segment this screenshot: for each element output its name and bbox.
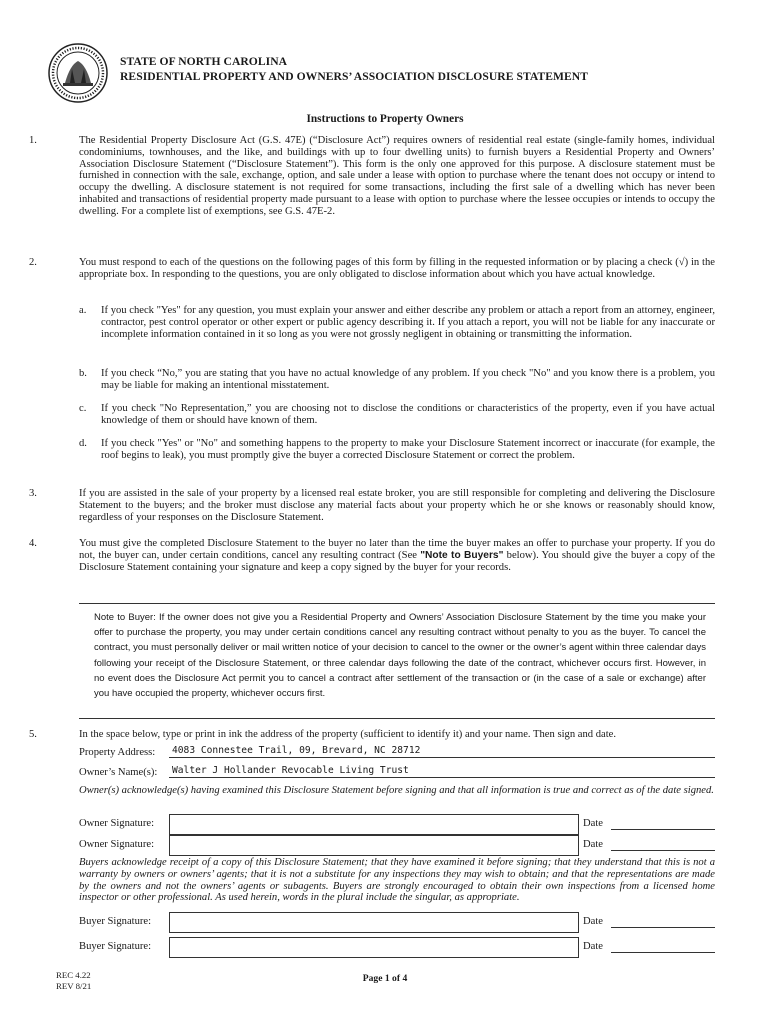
- instruction-item-4: [29, 538, 715, 573]
- document-header: [120, 54, 588, 84]
- instruction-subitem-a: [79, 305, 715, 340]
- buyer-signature-label: Buyer Signature:: [79, 941, 152, 952]
- buyer-acknowledgement: Buyers acknowledge receipt of a copy of this Disclosure Statement; that they have examined it before signing; that they understand that this is not a warranty by owners or owners’ agents; that it is not a substitute for any inspections they may wish to obtain; and that the representations are made by the owners and not the owners’ agents or subagents. Buyers are strongly encouraged to obtain their own inspections from a licensed home inspector or other professional. As used herein, words in the plural include the singular, as appropriate.: [79, 857, 715, 904]
- buyer-signature-label: Buyer Signature:: [79, 916, 152, 927]
- buyer-signature-field[interactable]: [169, 912, 579, 933]
- subitem-text: If you check "No Representation,” you are choosing not to disclose the conditions or characteristics of the property, even if you have actual knowledge of them or should have known of them.: [101, 403, 715, 426]
- item-text-part: below). You should give the buyer a copy of the Disclosure Statement containing your signature and keep a copy signed by the buyer for your records.: [79, 549, 715, 573]
- item-text: If you are assisted in the sale of your property by a licensed real estate broker, you are still responsible for completing and delivering the Disclosure Statement to the buyers; and the broker must disclose any material facts about your property which he or she knows or reasonably should know, regardless of your responses on the Disclosure Statement.: [79, 488, 715, 523]
- instruction-subitem-c: [79, 403, 715, 427]
- owner-acknowledgement: Owner(s) acknowledge(s) having examined this Disclosure Statement before signing and that all information is true and correct as of the date signed.: [79, 785, 714, 796]
- item-number: 5.: [29, 729, 37, 740]
- instruction-item-1: [29, 135, 715, 218]
- date-label: Date: [583, 916, 603, 927]
- form-code: REC 4.22: [56, 970, 91, 980]
- buyer-signature-field[interactable]: [169, 937, 579, 958]
- owner-date-field[interactable]: [611, 816, 715, 830]
- owner-date-field[interactable]: [611, 837, 715, 851]
- buyer-date-field[interactable]: [611, 939, 715, 953]
- instruction-subitem-b: [79, 368, 715, 392]
- note-to-buyer-box: [79, 603, 715, 719]
- item-text: You must respond to each of the questions on the following pages of this form by filling in the requested information or by placing a check (√) in the appropriate box. In responding to the questions, you are only obligated to disclose information about which you have actual knowledge.: [79, 257, 715, 280]
- item-number: 4.: [29, 538, 37, 549]
- subitem-letter: d.: [79, 438, 87, 449]
- buyer-date-field[interactable]: [611, 914, 715, 928]
- owner-name-label: Owner’s Name(s):: [79, 767, 158, 778]
- state-name: STATE OF NORTH CAROLINA: [120, 55, 288, 68]
- instruction-item-3: [29, 488, 715, 523]
- form-revision: REV 8/21: [56, 981, 92, 991]
- state-seal-icon: [48, 43, 108, 103]
- date-label: Date: [583, 941, 603, 952]
- owner-signature-field[interactable]: [169, 835, 579, 856]
- owner-signature-label: Owner Signature:: [79, 839, 155, 850]
- form-title: RESIDENTIAL PROPERTY AND OWNERS’ ASSOCIATION DISCLOSURE STATEMENT: [120, 70, 588, 83]
- item-text: The Residential Property Disclosure Act (G.S. 47E) (“Disclosure Act”) requires owners of residential real estate (single-family homes, individual condominiums, townhouses, and the like, and buildings with up to four dwelling units) to furnish buyers a Residential Property and Owners’ Association Disclosure Statement (“Disclosure Statement”). This form is the only one approved for this purpose. A disclosure statement must be furnished in connection with the sale, exchange, option, and sale under a lease with option to purchase where the tenant does not occupy or intend to occupy the dwelling. A disclosure statement is not required for some transactions, including the first sale of a dwelling which has never been inhabited and transactions of residential property made pursuant to a lease with option to purchase where the lessee occupies or intends to occupy the dwelling. For a complete list of exemptions, see G.S. 47E-2.: [79, 135, 715, 217]
- item-text-part: You must give the completed Disclosure Statement to the buyer no later than the time the buyer makes an offer to purchase your property. If you do not, the buyer can, under certain conditions, cancel any resulting contract (See: [79, 538, 715, 561]
- subitem-letter: b.: [79, 368, 87, 379]
- owner-signature-label: Owner Signature:: [79, 818, 155, 829]
- instruction-item-2: [29, 257, 715, 281]
- instruction-item-5: [29, 729, 715, 741]
- subitem-text: If you check "Yes" or "No" and something happens to the property to make your Disclosure Statement incorrect or inaccurate (for example, the roof begins to leak), you must promptly give the buyer a corrected Disclosure Statement or correct the problem.: [101, 438, 715, 461]
- property-address-label: Property Address:: [79, 747, 156, 758]
- item-number: 3.: [29, 488, 37, 499]
- subitem-text: If you check “No,” you are stating that you have no actual knowledge of any problem. If you check "No" and you know there is a problem, you may be liable for making an intentional misstatement.: [101, 368, 715, 391]
- owner-signature-field[interactable]: [169, 814, 579, 835]
- property-address-value: 4083 Connestee Trail, 09, Brevard, NC 28712: [172, 745, 421, 756]
- subitem-text: If you check "Yes" for any question, you must explain your answer and either describe any problem or attach a report from an attorney, engineer, contractor, pest control operator or other expert or public agency describing it. If you attach a report, you will not be liable for any inaccurate or incomplete information contained in it so long as you were not grossly negligent in obtaining or transmitting the information.: [101, 305, 715, 340]
- item-text: In the space below, type or print in ink the address of the property (sufficient to identify it) and your name. Then sign and date.: [79, 729, 616, 740]
- subitem-letter: a.: [79, 305, 87, 316]
- subitem-letter: c.: [79, 403, 87, 414]
- page-number: Page 1 of 4: [362, 973, 408, 984]
- note-to-buyer-text: Note to Buyer: If the owner does not give you a Residential Property and Owners’ Association Disclosure Statement by the time you make your offer to purchase the property, you may under certain conditions cancel any resulting contract without penalty to you as the buyer. To cancel the contract, you must personally deliver or mail written notice of your decision to cancel to the owner or the owner’s agent within three calendar days following your receipt of the Disclosure Statement, or three calendar days following the date of the contract, whichever occurs first. However, in no event does the Disclosure Act permit you to cancel a contract after settlement of the transaction or (in the case of a sale or exchange) after you have occupied the property, whichever occurs first.: [94, 612, 706, 700]
- item-number: 2.: [29, 257, 37, 268]
- owner-name-value: Walter J Hollander Revocable Living Trust: [172, 765, 409, 776]
- instructions-title: Instructions to Property Owners: [306, 113, 464, 125]
- date-label: Date: [583, 818, 603, 829]
- item-number: 1.: [29, 135, 37, 146]
- instruction-subitem-d: [79, 438, 715, 462]
- date-label: Date: [583, 839, 603, 850]
- note-to-buyers-reference: "Note to Buyers": [420, 549, 504, 561]
